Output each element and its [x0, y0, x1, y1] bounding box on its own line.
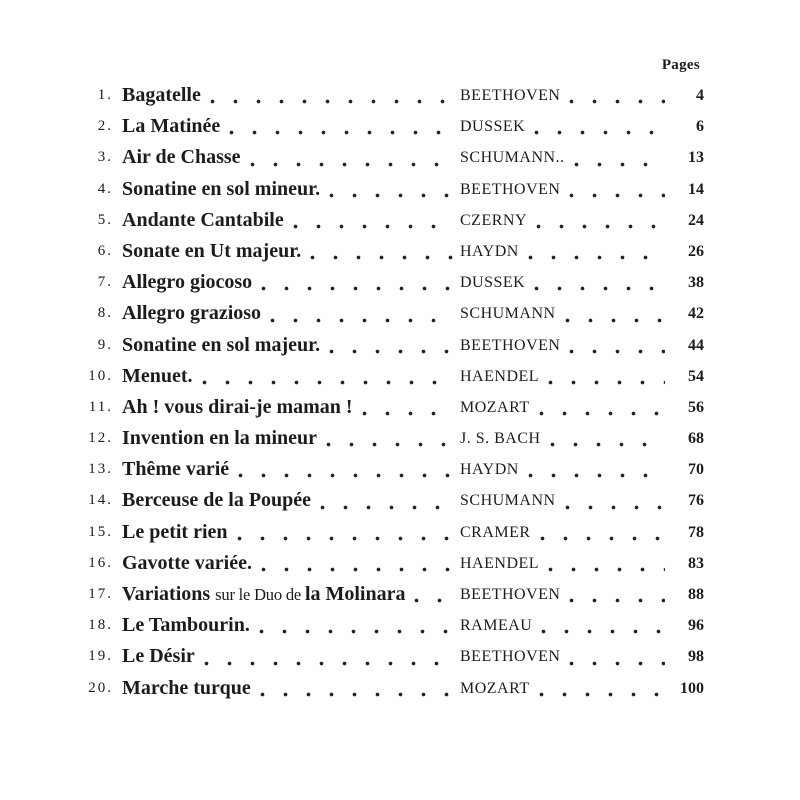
entry-right-block — [458, 236, 706, 267]
entry-composer: SCHUMANN — [460, 492, 556, 510]
dot-leader — [228, 517, 458, 548]
entry-title: Andante Cantabile — [122, 208, 284, 231]
dot-leader — [311, 485, 458, 516]
entry-number: 19. — [88, 648, 113, 665]
entry-composer: SCHUMANN.. — [460, 149, 565, 167]
entry-right-block — [458, 579, 706, 610]
entry-number: 10. — [88, 367, 113, 384]
entry-title — [122, 579, 405, 610]
toc-entry-list — [84, 80, 706, 704]
entry-right-block — [458, 392, 706, 423]
entry-title: La Matinée — [122, 115, 221, 138]
entry-number: 3. — [97, 149, 113, 166]
entry-composer: DUSSEK — [460, 118, 526, 136]
toc-entry — [84, 641, 706, 672]
entry-number: 16. — [88, 554, 113, 571]
entry-title: Sonate en Ut majeur. — [122, 239, 302, 262]
dot-leader — [251, 673, 458, 704]
dot-leader — [301, 236, 458, 267]
toc-entry — [84, 673, 706, 704]
entry-number: 9. — [97, 336, 113, 353]
dot-leader — [541, 423, 670, 454]
entry-right-block — [458, 298, 706, 329]
entry-title: Thême varié — [122, 458, 230, 481]
toc-entry — [84, 142, 706, 173]
toc-entry — [84, 423, 706, 454]
entry-composer: HAYDN — [460, 461, 519, 479]
entry-page-number: 54 — [688, 367, 704, 385]
entry-number: 12. — [88, 430, 113, 447]
entry-composer: BEETHOVEN — [460, 648, 561, 666]
toc-entry — [84, 111, 706, 142]
entry-composer: MOZART — [460, 398, 530, 416]
dot-leader — [530, 392, 670, 423]
entry-page-number: 42 — [688, 305, 704, 323]
entry-title: Bagatelle — [122, 84, 201, 106]
entry-right-block — [458, 361, 706, 392]
toc-entry — [84, 205, 706, 236]
entry-page-number: 83 — [688, 554, 704, 572]
entry-right-block — [458, 610, 706, 641]
entry-title: Allegro giocoso — [122, 271, 253, 294]
entry-page-number: 96 — [688, 617, 704, 635]
entry-right-block — [458, 423, 706, 454]
dot-leader — [539, 361, 670, 392]
dot-leader — [560, 330, 670, 361]
entry-title: Berceuse de la Poupée — [122, 489, 312, 512]
entry-page-number: 26 — [688, 242, 704, 260]
entry-right-block — [458, 267, 706, 298]
dot-leader — [201, 80, 458, 111]
entry-page-number: 24 — [688, 211, 704, 229]
dot-leader — [317, 423, 458, 454]
dot-leader — [531, 517, 670, 548]
dot-leader — [565, 142, 670, 173]
entry-composer: CZERNY — [460, 211, 527, 229]
toc-entry — [84, 80, 706, 111]
pages-column-header: Pages — [661, 57, 700, 73]
entry-page-number: 70 — [688, 461, 704, 479]
entry-composer: SCHUMANN — [460, 305, 556, 323]
dot-leader — [527, 205, 670, 236]
entry-title: Marche turque — [122, 676, 251, 699]
entry-number: 18. — [88, 617, 113, 634]
dot-leader — [556, 298, 670, 329]
entry-right-block — [458, 454, 706, 485]
entry-composer: J. S. BACH — [460, 430, 541, 448]
entry-title-segment: Variations — [122, 583, 216, 605]
entry-page-number: 100 — [680, 679, 704, 697]
entry-page-number: 6 — [696, 118, 704, 136]
entry-page-number: 44 — [688, 336, 704, 354]
dot-leader — [320, 174, 458, 205]
entry-composer: BEETHOVEN — [460, 180, 561, 198]
dot-leader — [261, 298, 458, 329]
entry-number: 2. — [97, 118, 113, 135]
entry-number: 11. — [88, 398, 113, 415]
entry-title: Allegro grazioso — [122, 302, 262, 325]
entry-right-block — [458, 174, 706, 205]
entry-title: Sonatine en sol majeur. — [122, 333, 321, 356]
dot-leader — [530, 673, 670, 704]
entry-composer: RAMEAU — [460, 617, 533, 635]
entry-page-number: 76 — [688, 492, 704, 510]
entry-number: 7. — [97, 274, 113, 291]
toc-entry — [84, 298, 706, 329]
dot-leader — [193, 361, 458, 392]
entry-number: 17. — [88, 586, 113, 602]
toc-entry — [84, 236, 706, 267]
table-of-contents — [84, 52, 706, 704]
entry-page-number: 68 — [688, 430, 704, 448]
entry-page-number: 38 — [688, 274, 704, 292]
entry-composer: HAENDEL — [460, 367, 540, 385]
dot-leader — [519, 236, 670, 267]
entry-page-number: 4 — [696, 87, 704, 104]
entry-number: 6. — [97, 242, 113, 259]
toc-entry — [84, 485, 706, 516]
entry-number: 14. — [88, 492, 113, 509]
entry-number: 20. — [88, 679, 113, 696]
entry-right-block — [458, 330, 706, 361]
dot-leader — [560, 80, 670, 111]
entry-title: Le petit rien — [122, 520, 228, 543]
entry-title: Le Désir — [122, 645, 195, 668]
toc-entry — [84, 267, 706, 298]
entry-composer: BEETHOVEN — [460, 87, 561, 104]
entry-page-number: 98 — [688, 648, 704, 666]
dot-leader — [525, 111, 670, 142]
dot-leader — [519, 454, 670, 485]
dot-leader — [560, 174, 670, 205]
dot-leader — [353, 392, 458, 423]
entry-right-block — [458, 517, 706, 548]
entry-title-segment: sur le Duo de — [215, 585, 305, 604]
toc-entry — [84, 361, 706, 392]
dot-leader — [252, 548, 458, 579]
entry-page-number: 56 — [688, 398, 704, 416]
toc-entry — [84, 454, 706, 485]
toc-entry — [84, 330, 706, 361]
dot-leader — [220, 111, 458, 142]
entry-number: 13. — [88, 461, 113, 478]
toc-entry — [84, 174, 706, 205]
entry-composer: BEETHOVEN — [460, 336, 561, 354]
toc-entry — [84, 392, 706, 423]
entry-number: 1. — [97, 87, 113, 103]
dot-leader — [252, 267, 458, 298]
entry-title: Gavotte variée. — [122, 551, 252, 574]
toc-entry — [84, 610, 706, 641]
entry-title-segment: la Molinara — [304, 583, 406, 605]
entry-page-number: 13 — [688, 149, 704, 167]
entry-page-number: 88 — [688, 586, 704, 603]
toc-entry — [84, 517, 706, 548]
entry-right-block — [458, 142, 706, 173]
dot-leader — [405, 579, 458, 610]
entry-right-block — [458, 80, 706, 111]
entry-number: 15. — [88, 523, 113, 540]
dot-leader — [556, 485, 670, 516]
entry-right-block — [458, 205, 706, 236]
toc-entry — [84, 548, 706, 579]
entry-title: Sonatine en sol mineur. — [122, 177, 321, 200]
entry-title: Ah ! vous dirai-je maman ! — [122, 395, 353, 418]
entry-number: 8. — [97, 305, 113, 322]
dot-leader — [320, 330, 458, 361]
entry-composer: CRAMER — [460, 523, 531, 541]
dot-leader — [532, 610, 670, 641]
entry-right-block — [458, 548, 706, 579]
entry-title: Le Tambourin. — [122, 614, 250, 637]
entry-title: Air de Chasse — [122, 146, 241, 169]
entry-composer: MOZART — [460, 679, 530, 697]
entry-right-block — [458, 485, 706, 516]
dot-leader — [229, 454, 458, 485]
dot-leader — [560, 579, 670, 610]
entry-title: Menuet. — [122, 364, 193, 387]
entry-composer: DUSSEK — [460, 274, 526, 292]
entry-page-number: 14 — [688, 180, 704, 198]
toc-entry — [84, 579, 706, 610]
dot-leader — [241, 142, 458, 173]
dot-leader — [560, 641, 670, 672]
entry-right-block — [458, 641, 706, 672]
entry-composer: HAYDN — [460, 242, 519, 260]
entry-number: 4. — [97, 180, 113, 197]
dot-leader — [525, 267, 670, 298]
entry-title: Invention en la mineur — [122, 427, 318, 450]
dot-leader — [250, 610, 458, 641]
entry-page-number: 78 — [688, 523, 704, 541]
entry-right-block — [458, 111, 706, 142]
entry-composer: HAENDEL — [460, 554, 540, 572]
dot-leader — [195, 641, 458, 672]
entry-number: 5. — [97, 211, 113, 228]
entry-composer: BEETHOVEN — [460, 586, 561, 603]
dot-leader — [284, 205, 458, 236]
entry-right-block — [458, 673, 706, 704]
dot-leader — [539, 548, 670, 579]
